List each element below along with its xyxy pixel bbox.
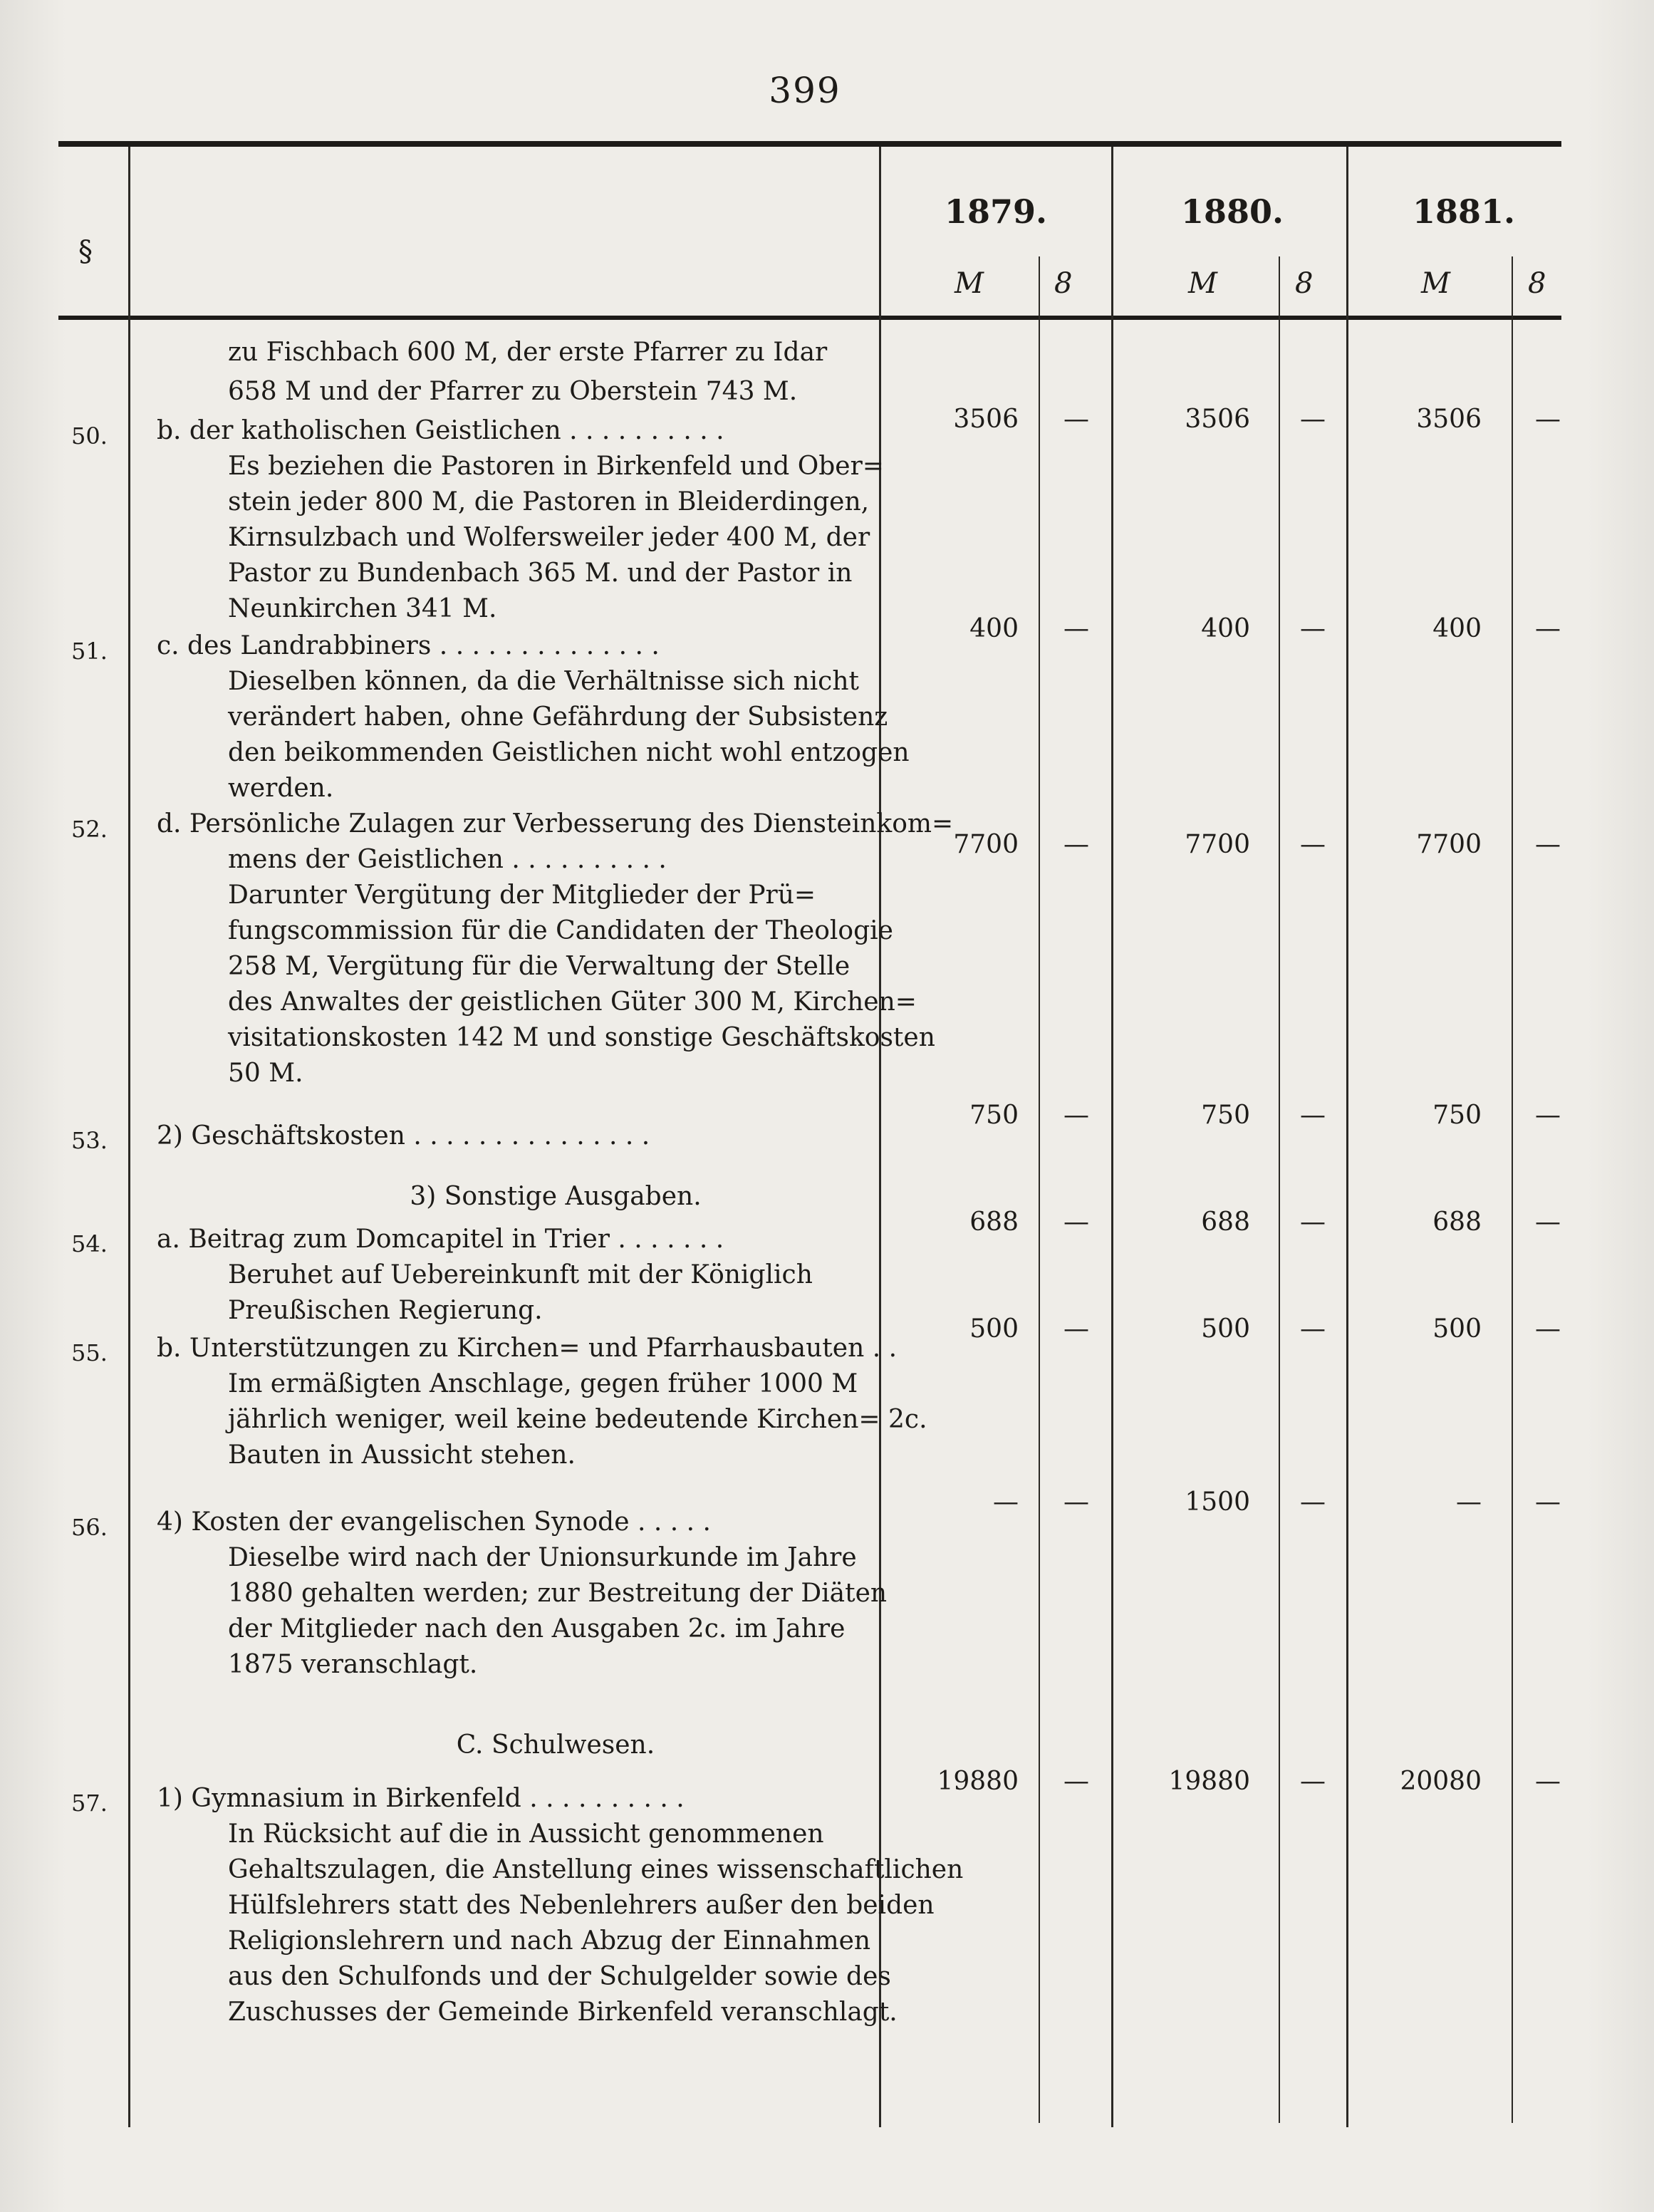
pf-unit-1880: 8 xyxy=(1295,267,1314,300)
text-line: Religionslehrern und nach Abzug der Einnahmen xyxy=(228,1926,871,1956)
section-number: 55. xyxy=(71,1339,108,1366)
text-line: 2) Geschäftskosten . . . . . . . . . . . . . . . xyxy=(157,1121,650,1151)
text-line: werden. xyxy=(228,774,334,803)
pf-dash: — xyxy=(1300,1208,1326,1237)
text-line: Dieselben können, da die Verhältnisse sich nicht xyxy=(228,667,859,696)
text-line: Neunkirchen 341 M. xyxy=(228,594,497,623)
text-line: Pastor zu Bundenbach 365 M. und der Pastor in xyxy=(228,559,853,588)
amount-1880: 400 xyxy=(1201,614,1250,643)
text-line: verändert haben, ohne Gefährdung der Subsistenz xyxy=(228,702,888,732)
amount-1879: — xyxy=(993,1487,1019,1517)
pf-dash: — xyxy=(1300,1767,1326,1796)
amount-1879: 7700 xyxy=(953,830,1019,859)
text-line: 658 M und der Pfarrer zu Oberstein 743 M. xyxy=(228,377,798,406)
text-line: 4) Kosten der evangelischen Synode . . . . . xyxy=(157,1507,711,1537)
text-line: 1875 veranschlagt. xyxy=(228,1650,478,1679)
amount-1879: 3506 xyxy=(953,405,1019,434)
text-line: den beikommenden Geistlichen nicht wohl entzogen xyxy=(228,738,910,767)
pf-dash: — xyxy=(1535,1101,1561,1130)
text-line: visitationskosten 142 M und sonstige Geschäftskosten xyxy=(228,1023,935,1052)
pf-dash: — xyxy=(1063,405,1089,434)
section-number: 52. xyxy=(71,816,108,843)
text-line: mens der Geistlichen . . . . . . . . . . xyxy=(228,845,667,874)
text-line: aus den Schulfonds und der Schulgelder sowie des xyxy=(228,1962,891,1991)
text-line: der Mitglieder nach den Ausgaben 2c. im Jahre xyxy=(228,1614,846,1644)
pf-unit-1881: 8 xyxy=(1528,267,1546,300)
amount-1880: 1500 xyxy=(1185,1487,1250,1517)
text-line: Dieselbe wird nach der Unionsurkunde im Jahre xyxy=(228,1543,857,1572)
mark-unit-1880: M xyxy=(1188,267,1217,300)
text-line: Preußischen Regierung. xyxy=(228,1296,543,1325)
pf-dash: — xyxy=(1063,830,1089,859)
amount-1880: 750 xyxy=(1201,1101,1250,1130)
year2-column-divider xyxy=(1111,147,1113,2127)
year-header-1881: 1881. xyxy=(1412,192,1516,231)
text-line: jährlich weniger, weil keine bedeutende Kirchen= 2c. xyxy=(228,1405,927,1434)
amount-1879: 688 xyxy=(969,1208,1019,1237)
pf-dash: — xyxy=(1063,1314,1089,1344)
text-line: Kirnsulzbach und Wolfersweiler jeder 400 M, der xyxy=(228,523,870,552)
section-number: 56. xyxy=(71,1514,108,1541)
pf-dash: — xyxy=(1535,405,1561,434)
year3-column-divider xyxy=(1346,147,1348,2127)
section-number: 53. xyxy=(71,1127,108,1154)
text-line: Bauten in Aussicht stehen. xyxy=(228,1440,576,1470)
text-line: 50 M. xyxy=(228,1059,303,1088)
pf-dash: — xyxy=(1063,1101,1089,1130)
text-line: b. der katholischen Geistlichen . . . . . . . . . . xyxy=(157,416,724,445)
pf-dash: — xyxy=(1535,1314,1561,1344)
pf-dash: — xyxy=(1300,1487,1326,1517)
amount-1879: 400 xyxy=(969,614,1019,643)
heading-schulwesen: C. Schulwesen. xyxy=(456,1730,655,1760)
text-line: 1) Gymnasium in Birkenfeld . . . . . . . . . . xyxy=(157,1784,685,1813)
text-line: stein jeder 800 M, die Pastoren in Bleiderdingen, xyxy=(228,487,870,516)
amount-1881: 7700 xyxy=(1416,830,1482,859)
pfennig3-divider xyxy=(1512,256,1513,2123)
pf-dash: — xyxy=(1063,1487,1089,1517)
amount-1881: 500 xyxy=(1432,1314,1482,1344)
amount-1881: 400 xyxy=(1432,614,1482,643)
pfennig2-divider xyxy=(1279,256,1280,2123)
amount-1881: 3506 xyxy=(1416,405,1482,434)
section-number: 54. xyxy=(71,1230,108,1257)
header-rule xyxy=(58,316,1561,320)
text-line: Gehaltszulagen, die Anstellung eines wissenschaftlichen xyxy=(228,1855,964,1884)
text-line: b. Unterstützungen zu Kirchen= und Pfarrhausbauten . . xyxy=(157,1334,898,1363)
pf-dash: — xyxy=(1535,830,1561,859)
text-line: fungscommission für die Candidaten der Theologie xyxy=(228,916,893,945)
text-line: Hülfslehrers statt des Nebenlehrers außer den beiden xyxy=(228,1891,935,1920)
text-line: Zuschusses der Gemeinde Birkenfeld veranschlagt. xyxy=(228,1998,898,2027)
text-line: Darunter Vergütung der Mitglieder der Prü= xyxy=(228,881,816,910)
section-number: 51. xyxy=(71,638,108,665)
pf-dash: — xyxy=(1300,614,1326,643)
subheading-sonstige-ausgaben: 3) Sonstige Ausgaben. xyxy=(410,1182,702,1211)
pf-dash: — xyxy=(1535,1767,1561,1796)
pf-dash: — xyxy=(1535,1208,1561,1237)
text-line: Es beziehen die Pastoren in Birkenfeld und Ober= xyxy=(228,452,884,481)
amount-1879: 19880 xyxy=(937,1767,1019,1796)
year1-column-divider xyxy=(879,147,881,2127)
mark-unit-1879: M xyxy=(955,267,984,300)
amount-1881: 688 xyxy=(1432,1208,1482,1237)
amount-1881: 750 xyxy=(1432,1101,1482,1130)
pf-dash: — xyxy=(1063,614,1089,643)
mark-unit-1881: M xyxy=(1421,267,1450,300)
text-line: des Anwaltes der geistlichen Güter 300 M, Kirchen= xyxy=(228,987,917,1017)
text-line: c. des Landrabbiners . . . . . . . . . . . . . . xyxy=(157,631,660,660)
pf-dash: — xyxy=(1535,1487,1561,1517)
text-line: Im ermäßigten Anschlage, gegen früher 1000 M xyxy=(228,1369,858,1398)
text-line: zu Fischbach 600 M, der erste Pfarrer zu Idar xyxy=(228,338,828,367)
pf-dash: — xyxy=(1300,405,1326,434)
text-line: In Rücksicht auf die in Aussicht genommenen xyxy=(228,1819,824,1849)
amount-1880: 7700 xyxy=(1185,830,1250,859)
pf-dash: — xyxy=(1300,1314,1326,1344)
text-line: 1880 gehalten werden; zur Bestreitung der Diäten xyxy=(228,1579,888,1608)
text-line: a. Beitrag zum Domcapitel in Trier . . . . . . . xyxy=(157,1225,724,1254)
section-column-divider xyxy=(128,147,130,2127)
page-number: 399 xyxy=(769,70,841,111)
pf-dash: — xyxy=(1063,1208,1089,1237)
amount-1881: — xyxy=(1456,1487,1482,1517)
pf-dash: — xyxy=(1535,614,1561,643)
text-line: Beruhet auf Uebereinkunft mit der Königlich xyxy=(228,1260,813,1289)
year-header-1880: 1880. xyxy=(1180,192,1284,231)
amount-1880: 688 xyxy=(1201,1208,1250,1237)
pf-dash: — xyxy=(1063,1767,1089,1796)
amount-1879: 500 xyxy=(969,1314,1019,1344)
amount-1880: 19880 xyxy=(1168,1767,1250,1796)
section-number: 50. xyxy=(71,422,108,450)
pf-dash: — xyxy=(1300,1101,1326,1130)
section-symbol-header: § xyxy=(78,235,93,268)
amount-1879: 750 xyxy=(969,1101,1019,1130)
text-line: 258 M, Vergütung für die Verwaltung der Stelle xyxy=(228,952,851,981)
text-line: d. Persönliche Zulagen zur Verbesserung des Diensteinkom= xyxy=(157,809,954,838)
top-rule xyxy=(58,141,1561,147)
section-number: 57. xyxy=(71,1790,108,1817)
amount-1881: 20080 xyxy=(1400,1767,1482,1796)
amount-1880: 3506 xyxy=(1185,405,1250,434)
pf-dash: — xyxy=(1300,830,1326,859)
pf-unit-1879: 8 xyxy=(1054,267,1073,300)
pfennig1-divider xyxy=(1039,256,1040,2123)
amount-1880: 500 xyxy=(1201,1314,1250,1344)
year-header-1879: 1879. xyxy=(944,192,1048,231)
